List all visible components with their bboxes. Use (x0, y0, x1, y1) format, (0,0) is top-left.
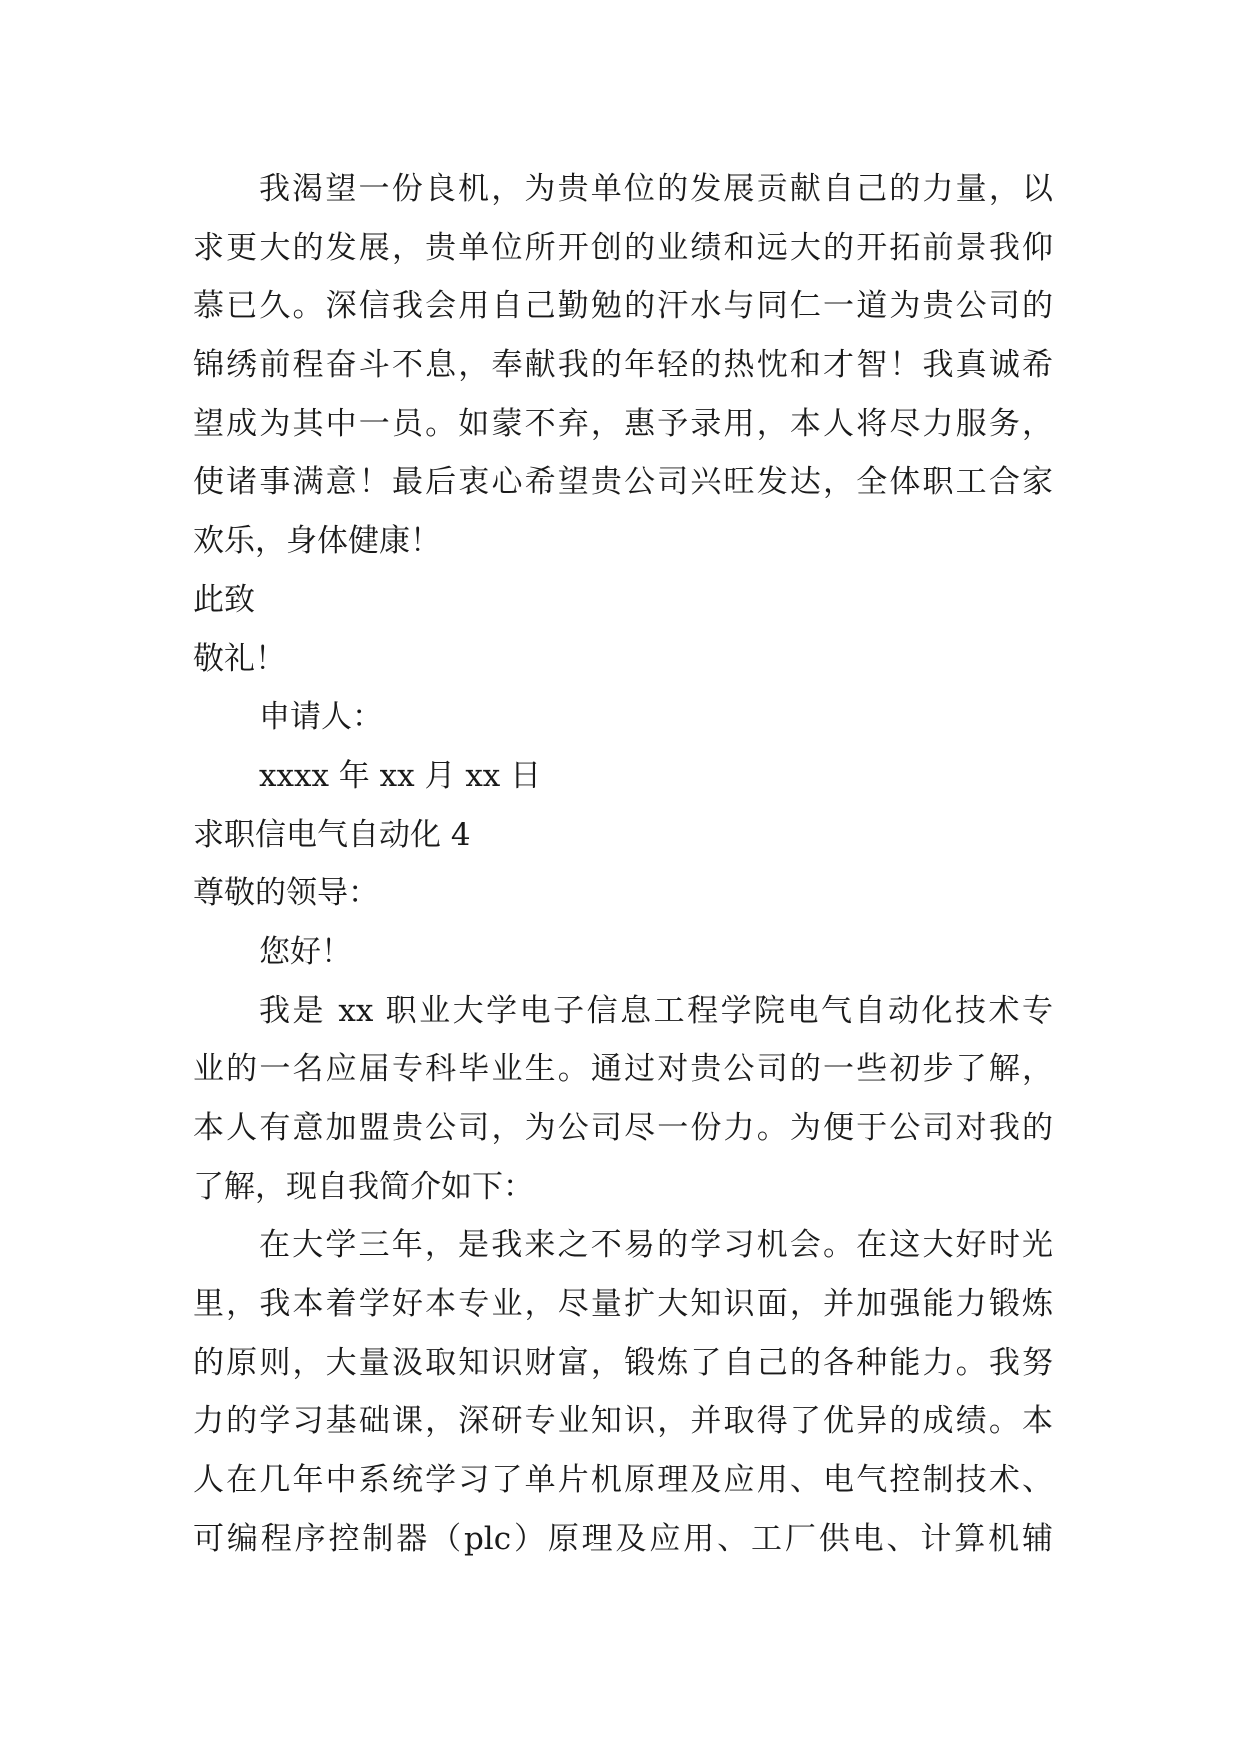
closing-phrase: 此致 (193, 581, 255, 618)
greeting-hello: 您好！ (259, 933, 352, 970)
paragraph-line: 人在几年中系统学习了单片机原理及应用、电气控制技术、 (193, 1462, 1053, 1499)
paragraph-line: 望成为其中一员。如蒙不弃，惠予录用，本人将尽力服务， (193, 405, 1053, 442)
greeting-recipient: 尊敬的领导： (193, 875, 379, 912)
applicant-label: 申请人： (259, 699, 383, 736)
paragraph-line: 可编程序控制器（plc）原理及应用、工厂供电、计算机辅 (193, 1520, 1053, 1557)
paragraph-line: 的原则，大量汲取知识财富，锻炼了自己的各种能力。我努 (193, 1344, 1053, 1381)
paragraph-line: 了解，现自我简介如下： (193, 1168, 534, 1205)
salutation-closing: 敬礼！ (193, 640, 286, 677)
paragraph-line: 我是 xx 职业大学电子信息工程学院电气自动化技术专 (259, 992, 1053, 1029)
paragraph-line: 锦绣前程奋斗不息，奉献我的年轻的热忱和才智！我真诚希 (193, 347, 1053, 384)
paragraph-line: 力的学习基础课，深研专业知识，并取得了优异的成绩。本 (193, 1403, 1053, 1440)
paragraph-line: 在大学三年，是我来之不易的学习机会。在这大好时光 (259, 1227, 1053, 1264)
letter-body (193, 160, 1053, 1569)
paragraph-line: 求更大的发展，贵单位所开创的业绩和远大的开拓前景我仰 (193, 229, 1053, 266)
paragraph-line: 我渴望一份良机，为贵单位的发展贡献自己的力量，以 (259, 171, 1053, 207)
paragraph-line: 本人有意加盟贵公司，为公司尽一份力。为便于公司对我的 (193, 1110, 1053, 1146)
paragraph-line: 使诸事满意！最后衷心希望贵公司兴旺发达，全体职工合家 (193, 464, 1053, 501)
paragraph-line: 慕已久。深信我会用自己勤勉的汗水与同仁一道为贵公司的 (193, 288, 1053, 325)
date-line: xxxx 年 xx 月 xx 日 (259, 757, 542, 794)
paragraph-line: 欢乐，身体健康！ (193, 523, 441, 560)
paragraph-line: 业的一名应届专科毕业生。通过对贵公司的一些初步了解， (193, 1051, 1053, 1088)
paragraph-line: 里，我本着学好本专业，尽量扩大知识面，并加强能力锻炼 (193, 1286, 1053, 1323)
section-heading: 求职信电气自动化 4 (193, 816, 471, 853)
